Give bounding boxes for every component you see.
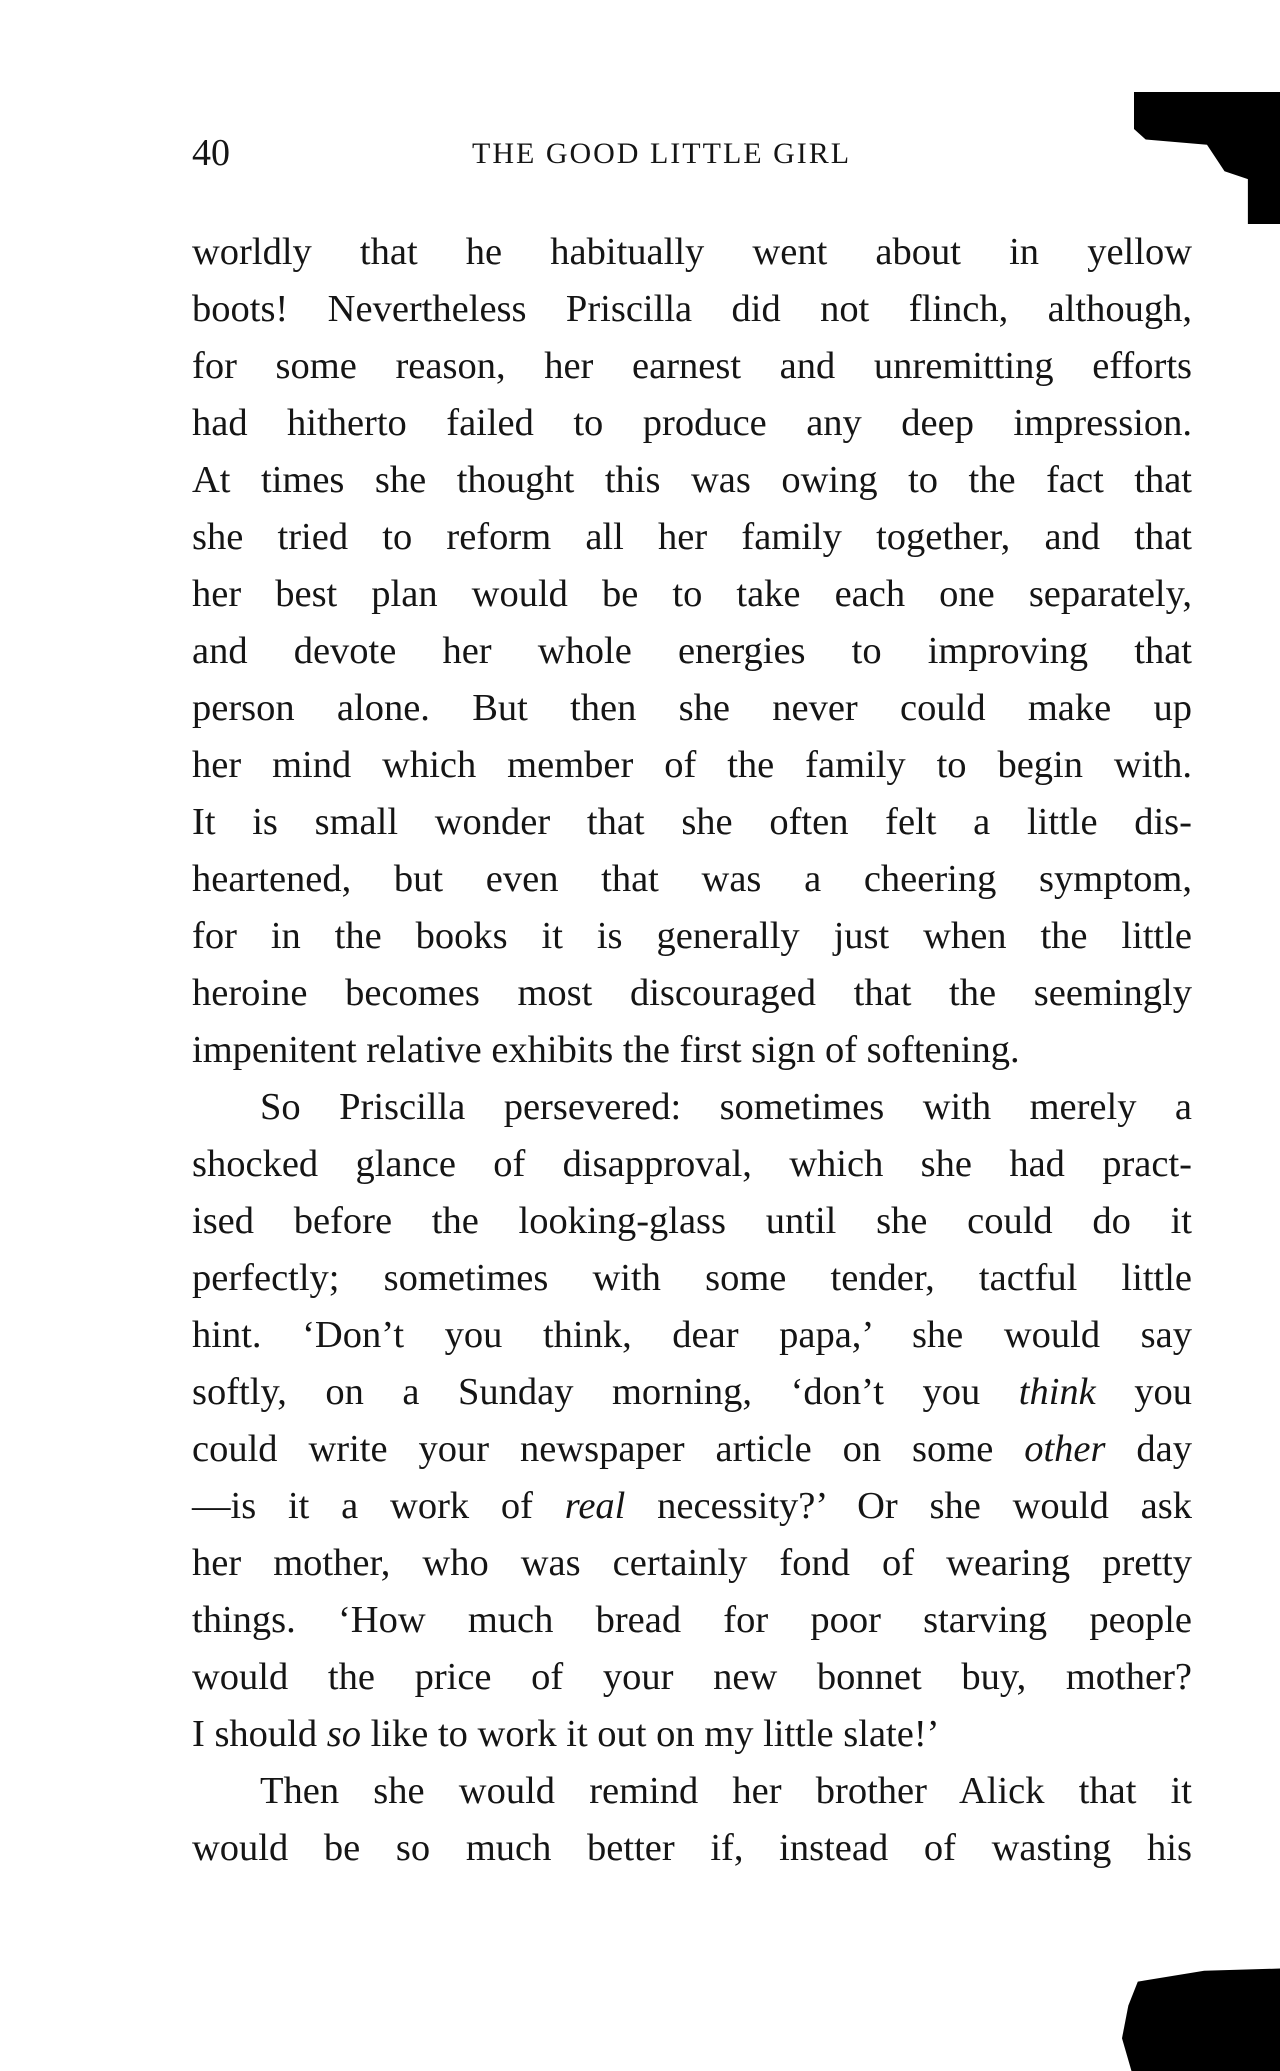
text-line: her mind which member of the family to begin with.: [192, 744, 1192, 786]
text-line: heroine becomes most discouraged that the seemingly: [192, 972, 1192, 1014]
text-line: and devote her whole energies to improving that: [192, 630, 1192, 672]
text-line: —is it a work of real necessity?’ Or she would ask: [192, 1485, 1192, 1527]
text-line: worldly that he habitually went about in yellow: [192, 231, 1192, 273]
text-line: had hitherto failed to produce any deep impression.: [192, 402, 1192, 444]
text-line: perfectly; sometimes with some tender, tactful little: [192, 1257, 1192, 1299]
text-line: would the price of your new bonnet buy, mother?: [192, 1656, 1192, 1698]
text-line: hint. ‘Don’t you think, dear papa,’ she would say: [192, 1314, 1192, 1356]
text-line: So Priscilla persevered: sometimes with merely a: [260, 1086, 1192, 1128]
text-line: I should so like to work it out on my little slate!’: [192, 1713, 940, 1755]
body-text: [192, 224, 1192, 1877]
text-line: softly, on a Sunday morning, ‘don’t you think you: [192, 1371, 1192, 1413]
text-line: her mother, who was certainly fond of wearing pretty: [192, 1542, 1192, 1584]
text-line: At times she thought this was owing to the fact that: [192, 459, 1192, 501]
page-header: [192, 128, 1196, 178]
page-number: 40: [192, 132, 230, 174]
running-head: THE GOOD LITTLE GIRL: [472, 137, 852, 170]
text-line: things. ‘How much bread for poor starving people: [192, 1599, 1192, 1641]
text-line: for some reason, her earnest and unremitting efforts: [192, 345, 1192, 387]
text-line: shocked glance of disapproval, which she had pract-: [192, 1143, 1192, 1185]
text-line: her best plan would be to take each one separately,: [192, 573, 1192, 615]
text-line: for in the books it is generally just when the little: [192, 915, 1192, 957]
text-line: ised before the looking-glass until she could do it: [192, 1200, 1192, 1242]
text-line: boots! Nevertheless Priscilla did not flinch, although,: [192, 288, 1192, 330]
text-line: person alone. But then she never could make up: [192, 687, 1192, 729]
text-line: could write your newspaper article on some other day: [192, 1428, 1192, 1470]
text-line: heartened, but even that was a cheering symptom,: [192, 858, 1192, 900]
scan-edge-mark-bottom: [1122, 1962, 1280, 2071]
text-line: would be so much better if, instead of wasting his: [192, 1827, 1192, 1869]
text-line: she tried to reform all her family together, and that: [192, 516, 1192, 558]
text-line: impenitent relative exhibits the first sign of softening.: [192, 1029, 1020, 1071]
text-line: It is small wonder that she often felt a little dis-: [192, 801, 1192, 843]
text-line: Then she would remind her brother Alick that it: [260, 1770, 1192, 1812]
